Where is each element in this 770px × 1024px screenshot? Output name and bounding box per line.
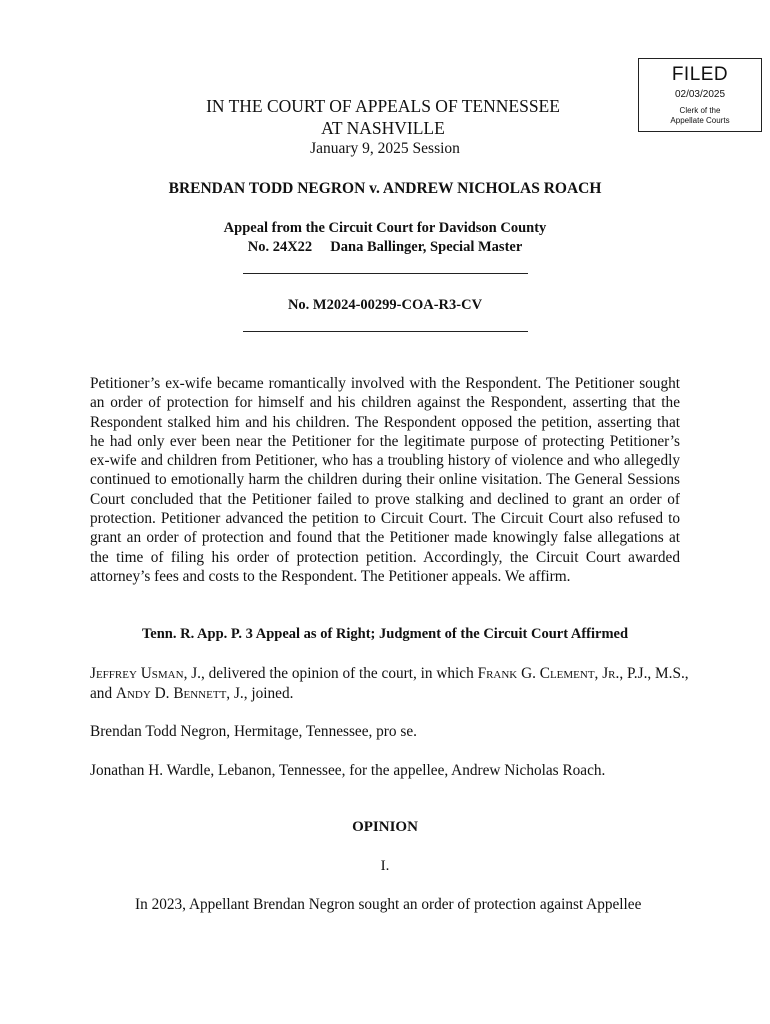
divider-bottom (243, 331, 528, 332)
section-number: I. (380, 858, 390, 874)
authorship-text-3: , J., joined. (226, 685, 294, 702)
appeal-from: Appeal from the Circuit Court for Davidson County (223, 220, 547, 236)
opinion-first-line: In 2023, Appellant Brendan Negron sought an order of protection against Appellee (135, 896, 642, 913)
court-name: IN THE COURT OF APPEALS OF TENNESSEE (206, 96, 560, 116)
authorship-text-1: , J., delivered the opinion of the court, in which (183, 665, 478, 682)
case-title: BRENDAN TODD NEGRON v. ANDREW NICHOLAS ROACH (168, 180, 602, 197)
counsel-appellant: Brendan Todd Negron, Hermitage, Tennessee, pro se. (90, 723, 417, 740)
docket-number: No. M2024-00299-COA-R3-CV (287, 297, 483, 313)
opinion-heading: OPINION (352, 819, 418, 835)
counsel-appellee: Jonathan H. Wardle, Lebanon, Tennessee, for the appellee, Andrew Nicholas Roach. (90, 762, 606, 779)
court-session: January 9, 2025 Session (310, 140, 460, 157)
joining-judge-2: Andy D. Bennett (115, 685, 227, 702)
authorship-text-2: , P.J., M.S., and (90, 665, 689, 702)
author-judge: Jeffrey Usman (90, 665, 184, 682)
case-summary: Petitioner’s ex-wife became romantically involved with the Respondent. The Petitioner sought an order of protection for himself and his children against the Respondent, asserting that the Respondent stalked him and his children. The Respondent opposed the petition, asserting that he had only ever been near the Petitioner for the legitimate purpose of protecting Petitioner’s ex-wife and children from Petitioner, who has a troubling history of violence and who allegedly continued to emotionally harm the children during their online visitation. The General Sessions Court concluded that the Petitioner failed to prove stalking and declined to grant an order of protection. Petitioner advanced the petition to Circuit Court. The Circuit Court also refused to grant an order of protection and found that the Petitioner made knowingly false allegations at the time of filing his order of protection petition. Accordingly, the Circuit Court awarded attorney’s fees and costs to the Respondent. The Petitioner appeals. We affirm. (90, 375, 680, 585)
trial-court-number (0, 239, 770, 256)
filed-status: FILED (671, 64, 729, 85)
holding-line: Tenn. R. App. P. 3 Appeal as of Right; Judgment of the Circuit Court Affirmed (141, 626, 629, 642)
clerk-line-1: Clerk of the (679, 106, 721, 115)
court-location: AT NASHVILLE (321, 118, 445, 138)
clerk-line-2: Appellate Courts (670, 116, 730, 125)
joining-judge-1: Frank G. Clement, Jr. (477, 665, 620, 682)
filed-date: 02/03/2025 (674, 89, 726, 100)
authorship-line (90, 664, 690, 704)
trial-number-text: No. 24X22 Dana Ballinger, Special Master (247, 239, 523, 255)
divider-top (243, 273, 528, 274)
